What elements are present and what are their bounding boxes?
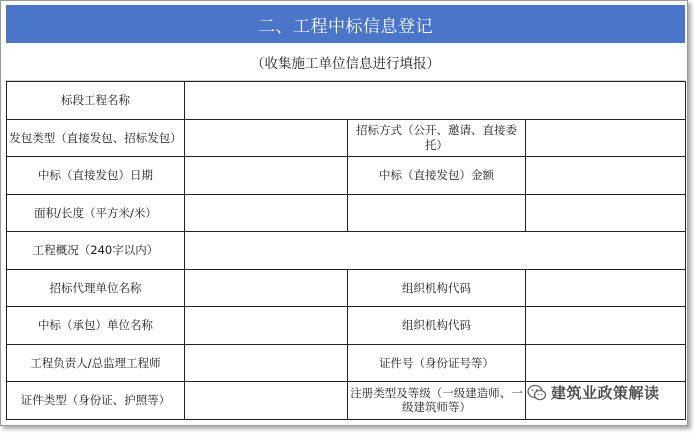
registration-form-table: [6, 81, 686, 420]
input-award-amount[interactable]: [526, 157, 686, 195]
label-area-length: 面积/长度（平方米/米）: [7, 194, 185, 232]
watermark-text: 建筑业政策解读: [551, 384, 660, 402]
label-bid-method: 招标方式（公开、邀请、直接委托）: [348, 119, 526, 157]
table-row: [7, 157, 686, 195]
label-cert-type: 证件类型（身份证、护照等）: [7, 382, 185, 420]
input-cert-no[interactable]: [526, 344, 686, 382]
label-contract-type: 发包类型（直接发包、招标发包）: [7, 119, 185, 157]
label-overview: 工程概况（240字以内）: [7, 232, 185, 270]
input-contractor-org-code[interactable]: [526, 307, 686, 345]
label-cert-no: 证件号（身份证号等）: [348, 344, 526, 382]
wechat-icon: [527, 384, 547, 402]
label-agency-org-code: 组织机构代码: [348, 269, 526, 307]
input-section-name[interactable]: [185, 82, 686, 120]
input-area-length[interactable]: [185, 194, 348, 232]
section-subtitle: （收集施工单位信息进行填报）: [6, 44, 685, 81]
input-cert-type[interactable]: [185, 382, 348, 420]
table-row: [7, 344, 686, 382]
label-agency-name: 招标代理单位名称: [7, 269, 185, 307]
table-row: [7, 119, 686, 157]
label-manager: 工程负责人/总监理工程师: [7, 344, 185, 382]
table-row: [7, 307, 686, 345]
table-row: [7, 194, 686, 232]
input-contractor-name[interactable]: [185, 307, 348, 345]
table-row: [7, 82, 686, 120]
input-manager[interactable]: [185, 344, 348, 382]
label-contractor-name: 中标（承包）单位名称: [7, 307, 185, 345]
label-reg-type: 注册类型及等级（一级建造师、一级建筑师等）: [348, 382, 526, 420]
input-overview[interactable]: [185, 232, 686, 270]
empty-cell: [526, 194, 686, 232]
input-agency-name[interactable]: [185, 269, 348, 307]
label-award-amount: 中标（直接发包）金额: [348, 157, 526, 195]
table-row: [7, 269, 686, 307]
input-award-date[interactable]: [185, 157, 348, 195]
label-section-name: 标段工程名称: [7, 82, 185, 120]
empty-cell: [348, 194, 526, 232]
input-bid-method[interactable]: [526, 119, 686, 157]
input-agency-org-code[interactable]: [526, 269, 686, 307]
watermark: [527, 382, 660, 403]
label-award-date: 中标（直接发包）日期: [7, 157, 185, 195]
section-title: 二、工程中标信息登记: [6, 5, 685, 43]
label-contractor-org-code: 组织机构代码: [348, 307, 526, 345]
table-row: [7, 232, 686, 270]
input-contract-type[interactable]: [185, 119, 348, 157]
